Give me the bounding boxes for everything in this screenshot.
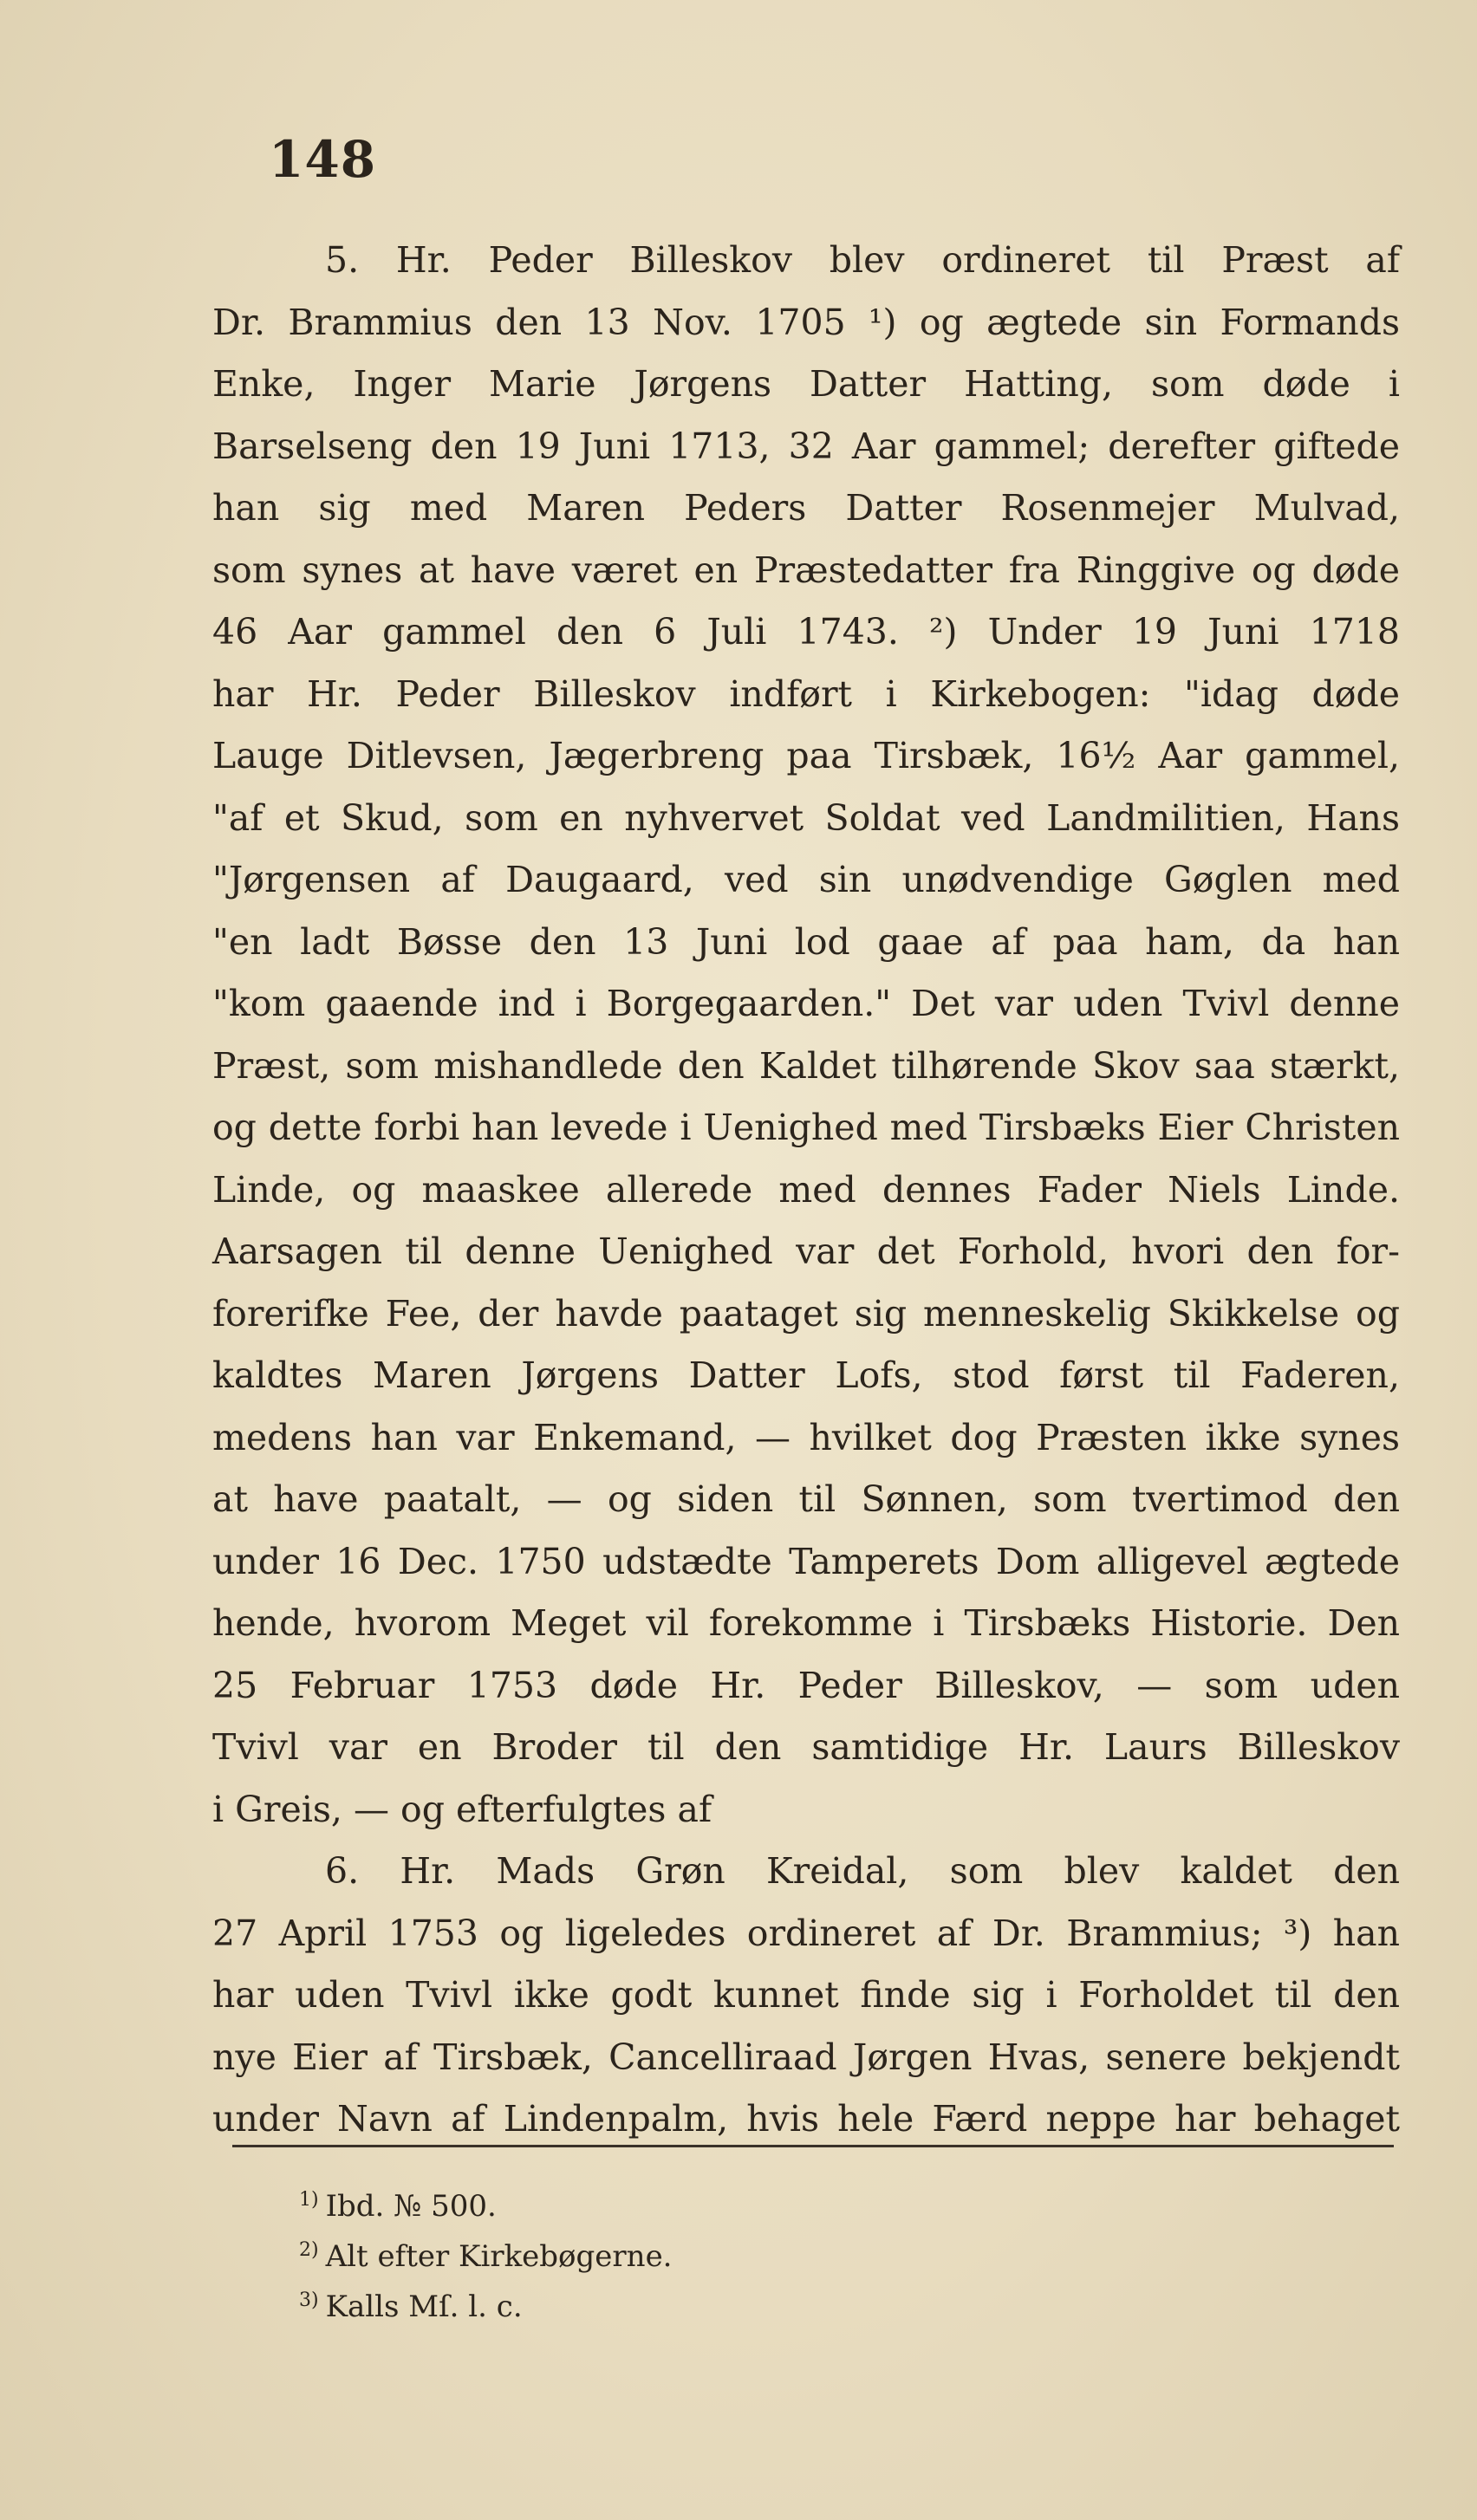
- footnote: [299, 2175, 673, 2225]
- text-line: har Hr. Peder Billeskov indført i Kirkebogen: "idag døde: [212, 672, 1400, 715]
- text-line: "af et Skud, som en nyhvervet Soldat ved Landmilitien, Hans: [212, 796, 1400, 839]
- footnote-mark: 1): [299, 2189, 319, 2211]
- text-line: Præst, som mishandlede den Kaldet tilhørende Skov saa stærkt,: [212, 1044, 1400, 1087]
- body-text: [212, 230, 1400, 2151]
- text-line: Barselseng den 19 Juni 1713, 32 Aar gammel; derefter giftede: [212, 425, 1400, 467]
- footnotes: [299, 2175, 673, 2326]
- text-line: 5. Hr. Peder Billeskov blev ordineret til Præst af: [325, 239, 1400, 281]
- text-line: Lauge Ditlevsen, Jægerbreng paa Tirsbæk, 16½ Aar gammel,: [212, 735, 1400, 776]
- text-line: 25 Februar 1753 døde Hr. Peder Billeskov, — som uden: [212, 1664, 1400, 1706]
- text-line: 27 April 1753 og ligeledes ordineret af Dr. Brammius; ³) han: [212, 1912, 1400, 1954]
- footnote-divider: [232, 2145, 1394, 2147]
- text-line: forerifke Fee, der havde paataget sig menneskelig Skikkelse og: [212, 1292, 1400, 1335]
- text-line: 6. Hr. Mads Grøn Kreidal, som blev kaldet den: [325, 1850, 1400, 1892]
- text-line: Enke, Inger Marie Jørgens Datter Hatting, som døde i: [212, 363, 1400, 405]
- text-line: "en ladt Bøsse den 13 Juni lod gaae af paa ham, da han: [212, 920, 1400, 963]
- footnote-text: Kalls Mſ. l. c.: [325, 2289, 523, 2324]
- text-line: "kom gaaende ind i Borgegaarden." Det var uden Tvivl denne: [212, 983, 1400, 1024]
- footnote: [299, 2225, 673, 2276]
- text-line: har uden Tvivl ikke godt kunnet finde sig i Forholdet til den: [212, 1974, 1400, 2016]
- footnote: [299, 2276, 673, 2326]
- footnote-mark: 2): [299, 2239, 319, 2261]
- text-line: hende, hvorom Meget vil forekomme i Tirsbæks Historie. Den: [212, 1602, 1400, 1644]
- text-line: 46 Aar gammel den 6 Juli 1743. ²) Under 19 Juni 1718: [212, 611, 1400, 653]
- text-line: kaldtes Maren Jørgens Datter Lofs, stod først til Faderen,: [212, 1354, 1400, 1396]
- text-line: Aarsagen til denne Uenighed var det Forhold, hvori den for-: [212, 1231, 1400, 1272]
- text-line: Dr. Brammius den 13 Nov. 1705 ¹) og ægtede sin Formands: [212, 301, 1400, 343]
- text-line: nye Eier af Tirsbæk, Cancelliraad Jørgen Hvas, senere bekjendt: [212, 2036, 1400, 2078]
- text-line: Tvivl var en Broder til den samtidige Hr. Laurs Billeskov: [212, 1726, 1400, 1768]
- text-line: under Navn af Lindenpalm, hvis hele Færd neppe har behaget: [212, 2098, 1400, 2140]
- text-line: som synes at have været en Præstedatter fra Ringgive og døde: [212, 549, 1400, 591]
- text-line: at have paatalt, — og siden til Sønnen, som tvertimod den: [212, 1478, 1400, 1520]
- text-line: under 16 Dec. 1750 udstædte Tamperets Dom alligevel ægtede: [212, 1540, 1400, 1582]
- text-line: i Greis, — og efterfulgtes af: [212, 1788, 712, 1830]
- text-line: og dette forbi han levede i Uenighed med Tirsbæks Eier Christen: [212, 1107, 1400, 1148]
- text-line: "Jørgensen af Daugaard, ved sin unødvendige Gøglen med: [212, 859, 1400, 900]
- footnote-text: Ibd. № 500.: [325, 2189, 497, 2224]
- footnote-mark: 3): [299, 2289, 319, 2311]
- text-line: han sig med Maren Peders Datter Rosenmejer Mulvad,: [212, 487, 1400, 529]
- page-number: 148: [269, 130, 377, 189]
- text-line: medens han var Enkemand, — hvilket dog Præsten ikke synes: [212, 1416, 1400, 1458]
- footnote-text: Alt efter Kirkebøgerne.: [325, 2239, 673, 2274]
- text-line: Linde, og maaskee allerede med dennes Fader Niels Linde.: [212, 1168, 1400, 1211]
